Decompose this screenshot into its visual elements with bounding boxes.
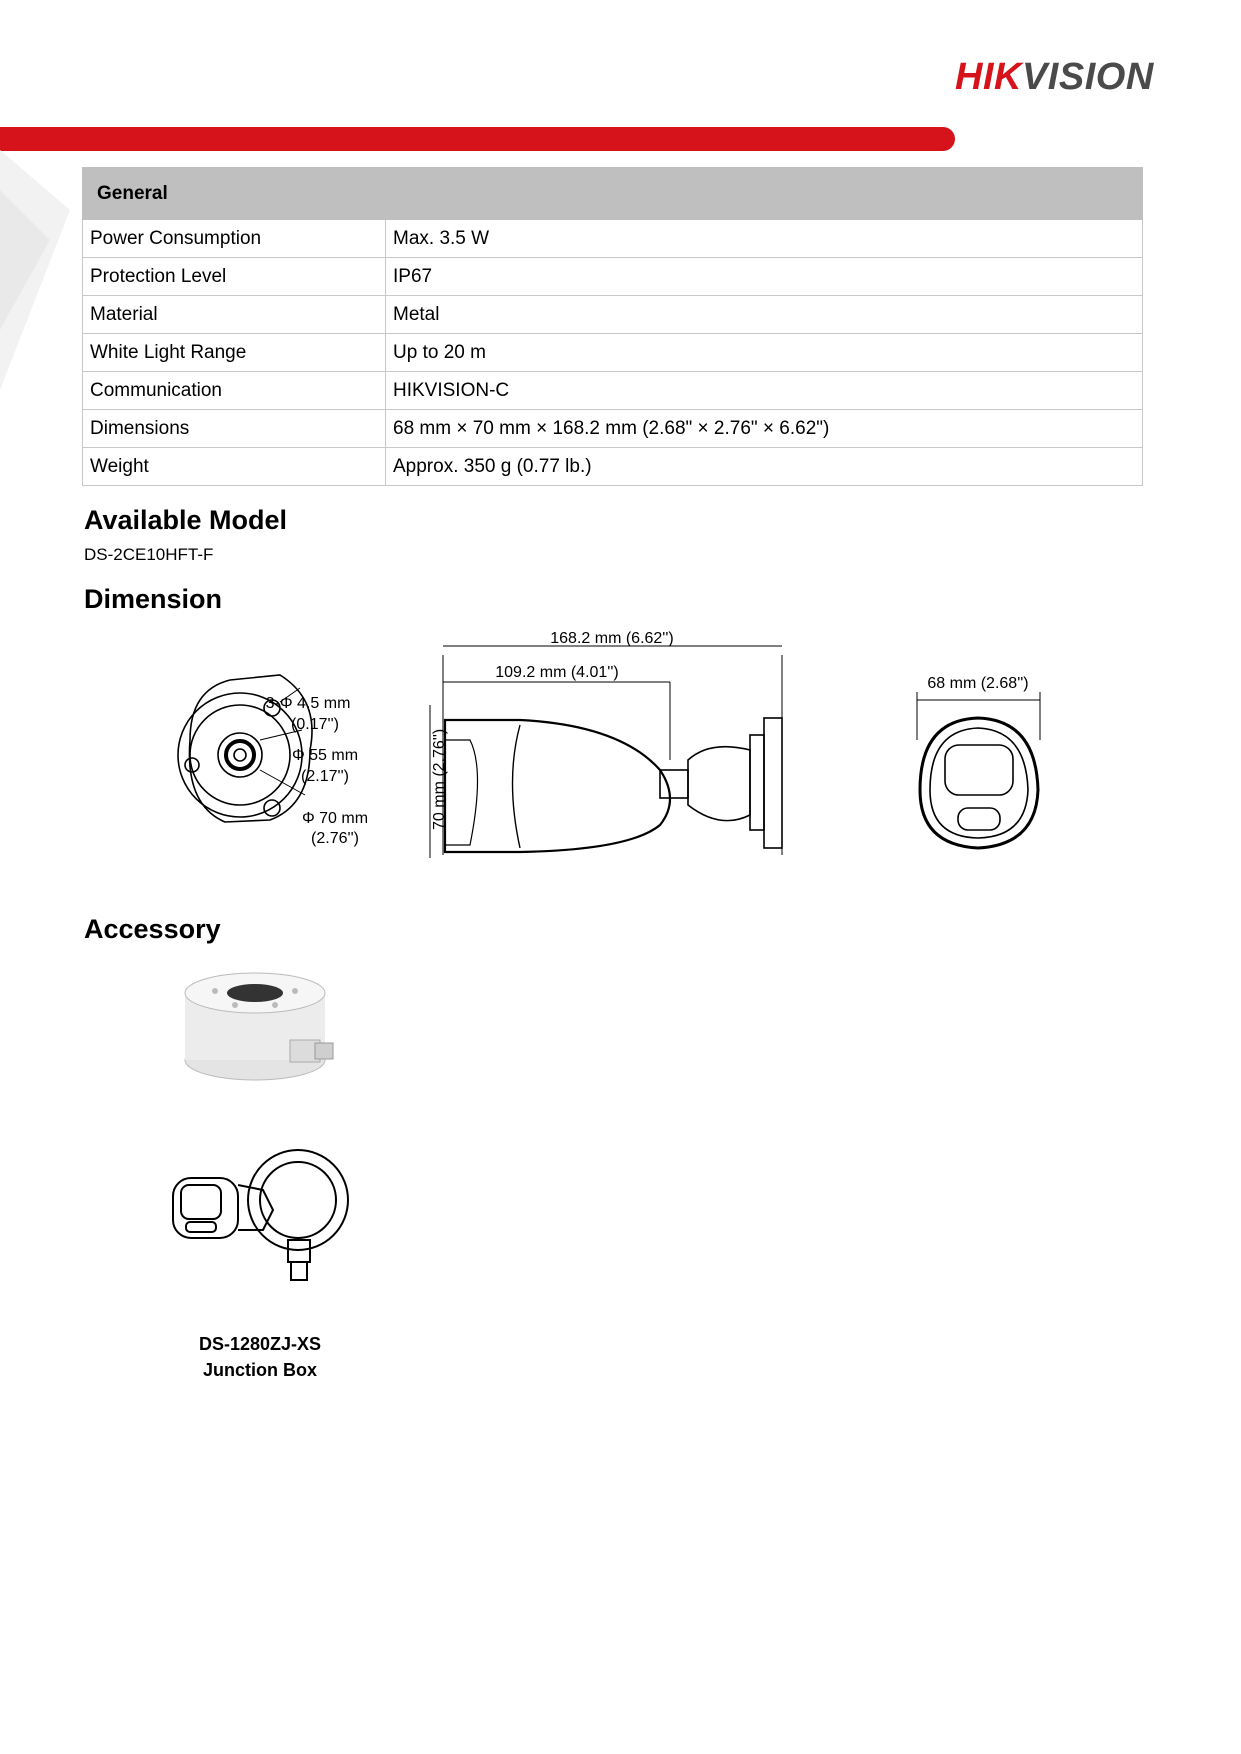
dimension-heading: Dimension bbox=[84, 584, 223, 614]
model-number: DS-2CE10HFT-F bbox=[84, 545, 214, 564]
header-red-bar bbox=[0, 127, 955, 151]
junction-box-image bbox=[175, 965, 355, 1090]
spec-value: Metal bbox=[386, 296, 1143, 334]
table-row bbox=[83, 448, 1143, 486]
dim-label-d55-in: (2.17'') bbox=[301, 768, 349, 785]
camera-front-view bbox=[917, 692, 1040, 848]
spec-label: Dimensions bbox=[83, 410, 386, 448]
spec-value: Approx. 350 g (0.77 lb.) bbox=[386, 448, 1143, 486]
hikvision-logo: HIKVISION bbox=[955, 56, 1154, 98]
table-row bbox=[83, 410, 1143, 448]
dim-label-height: 70 mm (2.76'') bbox=[431, 728, 448, 830]
dim-label-d70: Φ 70 mm bbox=[301, 810, 369, 827]
dimension-drawing bbox=[160, 630, 1080, 870]
table-row bbox=[83, 296, 1143, 334]
dim-label-hole-in: (0.17'') bbox=[291, 716, 339, 733]
decorative-watermark-shape bbox=[0, 150, 80, 400]
spec-label: Communication bbox=[83, 372, 386, 410]
accessory-caption-model: DS-1280ZJ-XS bbox=[198, 1334, 322, 1354]
dim-label-length-total: 168.2 mm (6.62'') bbox=[550, 630, 674, 647]
spec-label: Power Consumption bbox=[83, 220, 386, 258]
table-row bbox=[83, 334, 1143, 372]
spec-value: 68 mm × 70 mm × 168.2 mm (2.68" × 2.76" × 6.62") bbox=[386, 410, 1143, 448]
table-row bbox=[83, 258, 1143, 296]
accessory-caption-name: Junction Box bbox=[202, 1360, 317, 1380]
dim-label-length-body: 109.2 mm (4.01'') bbox=[495, 664, 619, 681]
spec-value: HIKVISION-C bbox=[386, 372, 1143, 410]
dim-label-d55: Φ 55 mm bbox=[291, 747, 359, 764]
spec-label: Weight bbox=[83, 448, 386, 486]
accessory-heading: Accessory bbox=[84, 914, 221, 944]
spec-value: Up to 20 m bbox=[386, 334, 1143, 372]
camera-with-junction-box-drawing bbox=[168, 1130, 358, 1290]
general-spec-table bbox=[82, 167, 1143, 486]
spec-label: Material bbox=[83, 296, 386, 334]
dim-label-hole: 3-Φ 4.5 mm bbox=[265, 695, 351, 712]
available-model-heading: Available Model bbox=[84, 505, 288, 535]
dim-label-width: 68 mm (2.68'') bbox=[927, 675, 1029, 692]
table-row bbox=[83, 220, 1143, 258]
spec-value: Max. 3.5 W bbox=[386, 220, 1143, 258]
spec-value: IP67 bbox=[386, 258, 1143, 296]
spec-label: Protection Level bbox=[83, 258, 386, 296]
general-header: General bbox=[83, 168, 1143, 220]
spec-label: White Light Range bbox=[83, 334, 386, 372]
dim-label-d70-in: (2.76'') bbox=[311, 830, 359, 847]
table-row bbox=[83, 372, 1143, 410]
